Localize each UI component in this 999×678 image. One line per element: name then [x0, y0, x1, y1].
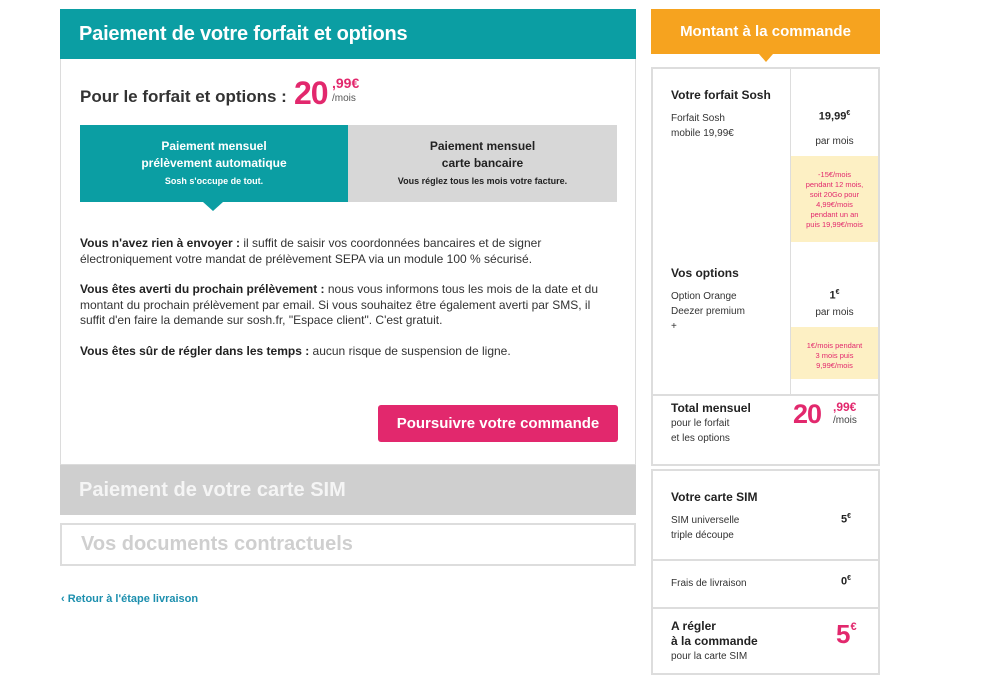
options-desc	[671, 289, 745, 334]
forfait-payment-panel	[60, 9, 636, 465]
amount-due-desc: pour la carte SIM	[671, 651, 748, 662]
delivery-fee-price	[821, 575, 871, 588]
amount-due-value: 5	[836, 619, 851, 649]
tab-direct-debit[interactable]	[80, 125, 348, 202]
total-divider	[653, 394, 878, 396]
info-3-bold: Vous êtes sûr de régler dans les temps :	[80, 343, 310, 358]
info-3-text: aucun risque de suspension de ligne.	[309, 343, 511, 358]
total-desc	[671, 416, 730, 446]
delivery-fee-currency: €	[847, 575, 852, 582]
forfait-title: Votre forfait Sosh	[671, 88, 771, 102]
options-desc-line2: Deezer premium	[671, 306, 745, 317]
tab-direct-debit-sub: Sosh s'occupe de tout.	[164, 176, 264, 186]
total-title: Total mensuel	[671, 401, 751, 415]
back-to-delivery-link[interactable]	[61, 593, 198, 605]
info-paragraph-3	[80, 344, 616, 360]
payment-main	[60, 9, 636, 566]
forfait-promo-line: pendant 12 mois,	[805, 180, 864, 189]
options-monthly-price-value: 1	[829, 289, 836, 302]
forfait-promo-line: -15€/mois	[818, 170, 851, 179]
sim-card-price-value: 5	[840, 513, 848, 526]
continue-order-button[interactable]: Poursuivre votre commande	[378, 405, 618, 442]
options-per-month: par mois	[815, 307, 854, 318]
forfait-promo-line: 4,99€/mois	[816, 200, 853, 209]
forfait-price-period: /mois	[332, 93, 356, 104]
info-paragraph-2	[80, 282, 616, 329]
forfait-promo-line: soit 20Go pour	[809, 190, 860, 199]
sim-card-price-currency: €	[847, 513, 852, 520]
sim-card-title: Votre carte SIM	[671, 490, 758, 504]
total-monthly-price	[793, 399, 857, 430]
info-1-bold: Vous n'avez rien à envoyer :	[80, 236, 241, 250]
options-promo-note	[791, 327, 878, 379]
options-monthly-price-currency: €	[835, 289, 840, 296]
contract-documents-header[interactable]: Vos documents contractuels	[60, 523, 636, 566]
amount-due-price	[836, 619, 857, 650]
options-desc-line3: +	[671, 321, 677, 332]
order-summary	[651, 9, 880, 662]
forfait-price	[294, 75, 360, 112]
info-1-text: il suffit de saisir vos coordonnées bancaires et de signer électroniquement votre mandat de prélèvement SEPA via un module 100 % sécurisé.	[80, 236, 542, 266]
amount-due-currency: €	[850, 621, 857, 633]
forfait-desc-line1: Forfait Sosh	[671, 113, 725, 124]
payment-method-tabs	[80, 125, 617, 202]
options-monthly-price	[791, 289, 878, 302]
delivery-divider-bottom	[653, 607, 878, 609]
amount-label: Pour le forfait et options :	[80, 87, 287, 106]
monthly-summary-box	[651, 67, 880, 466]
forfait-price-int: 20	[294, 75, 328, 111]
back-to-delivery-label: Retour à l'étape livraison	[67, 593, 199, 605]
forfait-per-month: par mois	[815, 136, 854, 147]
tab-direct-debit-line1: Paiement mensuel	[161, 139, 267, 153]
options-title: Vos options	[671, 266, 739, 280]
total-price-dec: ,99€	[833, 400, 857, 414]
options-promo-line: 9,99€/mois	[816, 361, 853, 370]
forfait-promo-line: puis 19,99€/mois	[806, 220, 863, 229]
tab-direct-debit-line2: prélèvement automatique	[141, 156, 287, 170]
direct-debit-info	[80, 236, 616, 359]
options-promo-line: 1€/mois pendant	[806, 341, 863, 350]
tab-credit-card[interactable]	[348, 125, 617, 202]
sim-card-price	[821, 513, 871, 526]
forfait-monthly-price	[791, 110, 878, 123]
forfait-price-dec: ,99€	[332, 75, 360, 91]
sim-card-desc-line1: SIM universelle	[671, 515, 740, 526]
total-price-period: /mois	[833, 415, 857, 426]
one-time-summary-box	[651, 469, 880, 675]
amount-row	[61, 59, 635, 125]
total-price-int: 20	[793, 399, 822, 429]
options-desc-line1: Option Orange	[671, 291, 737, 302]
forfait-desc-line2: mobile 19,99€	[671, 128, 734, 139]
amount-due-title	[671, 619, 758, 649]
amount-due-title-line2: à la commande	[671, 634, 758, 648]
forfait-desc	[671, 111, 734, 141]
forfait-payment-header: Paiement de votre forfait et options	[60, 9, 636, 59]
delivery-fee-value: 0	[840, 575, 848, 588]
tab-credit-card-line2: carte bancaire	[441, 156, 524, 170]
forfait-promo-note	[791, 156, 878, 242]
sim-card-desc	[671, 513, 739, 543]
forfait-monthly-price-value: 19,99	[818, 110, 847, 123]
options-promo-line: 3 mois puis	[815, 351, 854, 360]
chevron-left-icon: ‹	[61, 593, 65, 605]
tab-credit-card-line1: Paiement mensuel	[429, 139, 536, 153]
delivery-fee-label: Frais de livraison	[671, 578, 747, 589]
delivery-divider-top	[653, 559, 878, 561]
total-desc-line2: et les options	[671, 433, 730, 444]
info-2-text: nous vous informons tous les mois de la date et du montant du prochain prélèvement par email. Si vous souhaitez être également averti par SMS, il suffit d'en faire la demande sur sosh.fr, "Espace client". C'est gratuit.	[80, 282, 599, 327]
forfait-monthly-price-currency: €	[846, 110, 851, 117]
tab-credit-card-sub: Vous réglez tous les mois votre facture.	[397, 176, 568, 186]
total-desc-line1: pour le forfait	[671, 418, 730, 429]
forfait-promo-line: pendant un an	[810, 210, 859, 219]
info-paragraph-1	[80, 236, 616, 267]
sim-card-desc-line2: triple découpe	[671, 530, 734, 541]
amount-due-title-line1: A régler	[671, 619, 716, 633]
info-2-bold: Vous êtes averti du prochain prélèvement :	[80, 282, 325, 296]
order-summary-header: Montant à la commande	[651, 9, 880, 54]
sim-payment-header[interactable]: Paiement de votre carte SIM	[60, 465, 636, 515]
